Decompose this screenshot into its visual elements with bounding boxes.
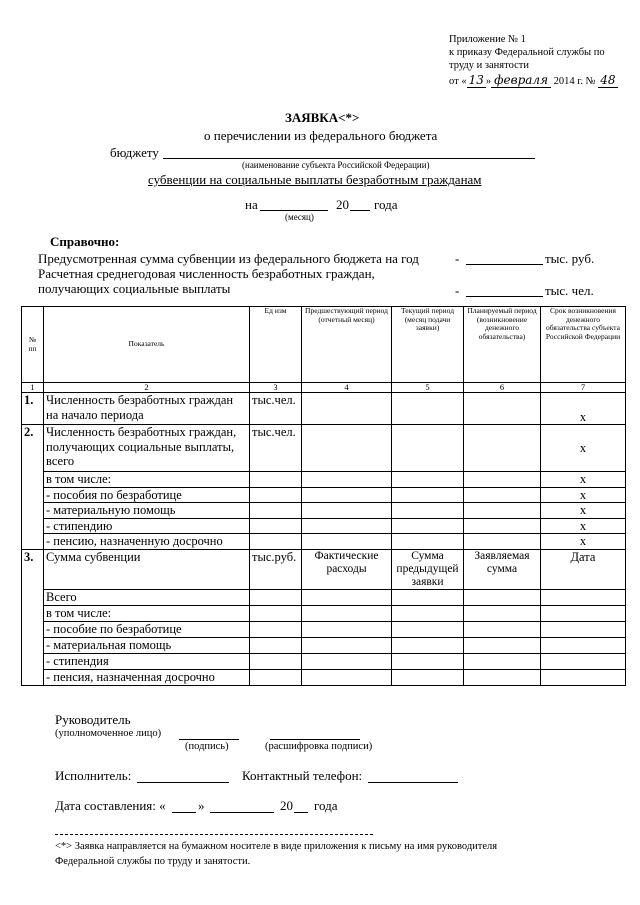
row-label: в том числе: [44, 605, 250, 621]
row-label: Численность безработных граждан, получающих социальные выплаты, всего [44, 425, 250, 472]
column-number-row [22, 383, 626, 393]
cell-input[interactable] [302, 503, 392, 519]
table-row [22, 425, 626, 472]
row-label: - стипендия [44, 653, 250, 669]
head-label: Руководитель [55, 712, 131, 727]
row-label: Численность безработных граждан на начало периода [44, 393, 250, 425]
cell-input[interactable] [250, 472, 302, 488]
table-header-row [22, 307, 626, 383]
cell-input[interactable] [464, 472, 541, 488]
phone-field[interactable] [368, 782, 458, 783]
reference-row2-label-a: Расчетная среднегодовая численность безработных граждан, [38, 266, 375, 281]
row-label: в том числе: [44, 472, 250, 488]
cell-mark: х [541, 518, 626, 534]
cell-input[interactable] [302, 669, 392, 685]
compile-date-mid: » [198, 798, 205, 813]
cell-input[interactable] [392, 637, 464, 653]
table-row [22, 393, 626, 425]
row-number: 1. [22, 393, 44, 425]
signature-line[interactable] [179, 739, 239, 740]
col-number: 3 [250, 383, 302, 393]
executor-label: Исполнитель: [55, 768, 132, 783]
row-label: - материальная помощь [44, 637, 250, 653]
footnote-line1: <*> Заявка направляется на бумажном носителе в виде приложения к письму на имя руководителя [55, 841, 498, 852]
column-label-previous: Сумма предыдущей заявки [392, 549, 464, 589]
cell-input[interactable] [464, 653, 541, 669]
cell-input[interactable] [541, 669, 626, 685]
header-unit: Ед изм [250, 307, 302, 383]
cell-mark: х [541, 503, 626, 519]
period-suffix: года [374, 197, 398, 212]
period-year-line[interactable] [350, 210, 370, 211]
appendix-date-line [449, 73, 618, 87]
cell-input[interactable] [541, 653, 626, 669]
cell-input[interactable] [464, 669, 541, 685]
cell-mark: х [541, 472, 626, 488]
cell-input[interactable] [392, 653, 464, 669]
cell-input[interactable] [302, 637, 392, 653]
col-number: 5 [392, 383, 464, 393]
cell-input[interactable] [464, 637, 541, 653]
cell-mark: х [541, 534, 626, 550]
cell-input[interactable] [464, 518, 541, 534]
col-number: 4 [302, 383, 392, 393]
row-label: - пенсия, назначенная досрочно [44, 669, 250, 685]
cell-input[interactable] [250, 589, 302, 605]
signature-caption: (подпись) [185, 741, 229, 752]
table-row [22, 487, 626, 503]
cell-input[interactable] [302, 425, 392, 472]
cell-input[interactable] [392, 393, 464, 425]
cell-input[interactable] [302, 605, 392, 621]
row-unit: тыс.чел. [250, 393, 302, 425]
reference-row1-field[interactable] [466, 264, 543, 265]
appendix-line3: труду и занятости [449, 60, 529, 71]
appendix-date-number: 48 [600, 73, 616, 87]
decode-caption: (расшифровка подписи) [265, 741, 373, 752]
table-row [22, 589, 626, 605]
reference-row1-label: Предусмотренная сумма субвенции из федерального бюджета на год [38, 251, 419, 266]
row-number: 2. [22, 425, 44, 550]
cell-input[interactable] [250, 669, 302, 685]
cell-input[interactable] [464, 589, 541, 605]
col-number: 2 [44, 383, 250, 393]
row-label: Сумма субвенции [44, 549, 250, 589]
reference-row2-unit: тыс. чел. [545, 283, 594, 298]
cell-input[interactable] [250, 653, 302, 669]
column-label-date: Дата [541, 549, 626, 589]
appendix-date-day: 13 [468, 73, 484, 87]
reference-row2-dash: - [455, 283, 460, 298]
header-previous-period: Предшествующий период (отчетный месяц) [302, 307, 392, 383]
header-current-period: Текущий период (месяц подачи заявки) [392, 307, 464, 383]
cell-input[interactable] [392, 518, 464, 534]
period-year-prefix: 20 [336, 197, 349, 212]
cell-input[interactable] [541, 637, 626, 653]
row-unit: тыс.чел. [250, 425, 302, 472]
cell-input[interactable] [392, 487, 464, 503]
cell-input[interactable] [464, 621, 541, 637]
cell-input[interactable] [302, 518, 392, 534]
cell-input[interactable] [464, 503, 541, 519]
signature-decode-line[interactable] [270, 739, 360, 740]
cell-input[interactable] [250, 503, 302, 519]
table-row [22, 503, 626, 519]
cell-mark: х [541, 393, 626, 425]
row-label: Всего [44, 589, 250, 605]
table-row [22, 549, 626, 589]
row-label: - пенсию, назначенную досрочно [44, 534, 250, 550]
head-sub: (уполномоченное лицо) [55, 728, 162, 739]
compile-date-month-field[interactable] [210, 812, 274, 813]
cell-input[interactable] [392, 472, 464, 488]
title-line2: субвенции на социальные выплаты безработным гражданам [148, 172, 482, 187]
row-label: - пособие по безработице [44, 621, 250, 637]
cell-input[interactable] [392, 503, 464, 519]
cell-input[interactable] [302, 393, 392, 425]
reference-row1-unit: тыс. руб. [545, 251, 595, 266]
column-label-actual: Фактические расходы [302, 549, 392, 589]
budget-field-line[interactable] [163, 158, 535, 159]
col-number: 1 [22, 383, 44, 393]
column-label-requested: Заявляемая сумма [464, 549, 541, 589]
cell-input[interactable] [250, 605, 302, 621]
table-row [22, 518, 626, 534]
table-row [22, 534, 626, 550]
compile-date-day-field[interactable] [172, 812, 196, 813]
cell-input[interactable] [392, 621, 464, 637]
header-deadline: Срок возникновения денежного обязательства субъекта Российской Федерации [541, 307, 626, 383]
executor-field[interactable] [137, 782, 229, 783]
table-row [22, 637, 626, 653]
reference-row1-dash: - [455, 251, 460, 266]
table-row [22, 653, 626, 669]
data-table [21, 306, 626, 686]
cell-input[interactable] [302, 487, 392, 503]
table-row [22, 621, 626, 637]
row-label: - пособия по безработице [44, 487, 250, 503]
cell-input[interactable] [392, 425, 464, 472]
appendix-date-mid: » [485, 76, 492, 87]
cell-input[interactable] [464, 425, 541, 472]
cell-input[interactable] [464, 487, 541, 503]
row-label: - стипендию [44, 518, 250, 534]
compile-date-year-prefix: 20 [280, 798, 293, 813]
cell-mark: х [541, 487, 626, 503]
title-line1: о перечислении из федерального бюджета [204, 128, 438, 143]
header-planned-period: Планируемый период (возникновение денежного обязательства) [464, 307, 541, 383]
cell-input[interactable] [250, 518, 302, 534]
cell-input[interactable] [464, 393, 541, 425]
cell-input[interactable] [302, 472, 392, 488]
period-caption: (месяц) [285, 212, 314, 222]
col-number: 7 [541, 383, 626, 393]
cell-input[interactable] [302, 621, 392, 637]
col-number: 6 [464, 383, 541, 393]
budget-caption: (наименование субъекта Российской Федерации) [242, 160, 430, 170]
header-num: № пп [22, 307, 44, 383]
header-indicator: Показатель [44, 307, 250, 383]
cell-input[interactable] [302, 589, 392, 605]
reference-heading: Справочно: [50, 234, 120, 249]
phone-label: Контактный телефон: [242, 768, 363, 783]
cell-input[interactable] [392, 534, 464, 550]
compile-date-year-field[interactable] [294, 812, 308, 813]
table-row [22, 605, 626, 621]
budget-label: бюджету [110, 145, 159, 160]
appendix-date-prefix: от « [449, 76, 467, 87]
reference-row2-field[interactable] [466, 296, 543, 297]
appendix-line1: Приложение № 1 [449, 34, 526, 45]
cell-input[interactable] [392, 669, 464, 685]
cell-input[interactable] [392, 605, 464, 621]
period-month-line[interactable] [260, 210, 328, 211]
cell-input[interactable] [464, 534, 541, 550]
cell-input[interactable] [464, 605, 541, 621]
cell-input[interactable] [541, 621, 626, 637]
cell-input[interactable] [250, 637, 302, 653]
cell-input[interactable] [302, 534, 392, 550]
cell-input[interactable] [250, 534, 302, 550]
cell-mark: х [541, 425, 626, 472]
compile-date-suffix: года [314, 798, 338, 813]
reference-row2-label-b: получающих социальные выплаты [38, 281, 231, 296]
cell-input[interactable] [541, 605, 626, 621]
row-number: 3. [22, 549, 44, 685]
row-label: - материальную помощь [44, 503, 250, 519]
cell-input[interactable] [250, 487, 302, 503]
page-title: ЗАЯВКА<*> [285, 110, 360, 125]
cell-input[interactable] [392, 589, 464, 605]
appendix-date-year: 2014 г. № [553, 76, 596, 87]
cell-input[interactable] [250, 621, 302, 637]
appendix-line2: к приказу Федеральной службы по [449, 47, 605, 58]
cell-input[interactable] [302, 653, 392, 669]
table-row [22, 472, 626, 488]
compile-date-label: Дата составления: « [55, 798, 166, 813]
footnote-line2: Федеральной службы по труду и занятости. [55, 856, 251, 867]
footnote-divider [55, 834, 373, 835]
period-prefix: на [245, 197, 258, 212]
cell-input[interactable] [541, 589, 626, 605]
table-row [22, 669, 626, 685]
row-unit: тыс.руб. [250, 549, 302, 589]
appendix-date-month: февраля [491, 73, 551, 88]
